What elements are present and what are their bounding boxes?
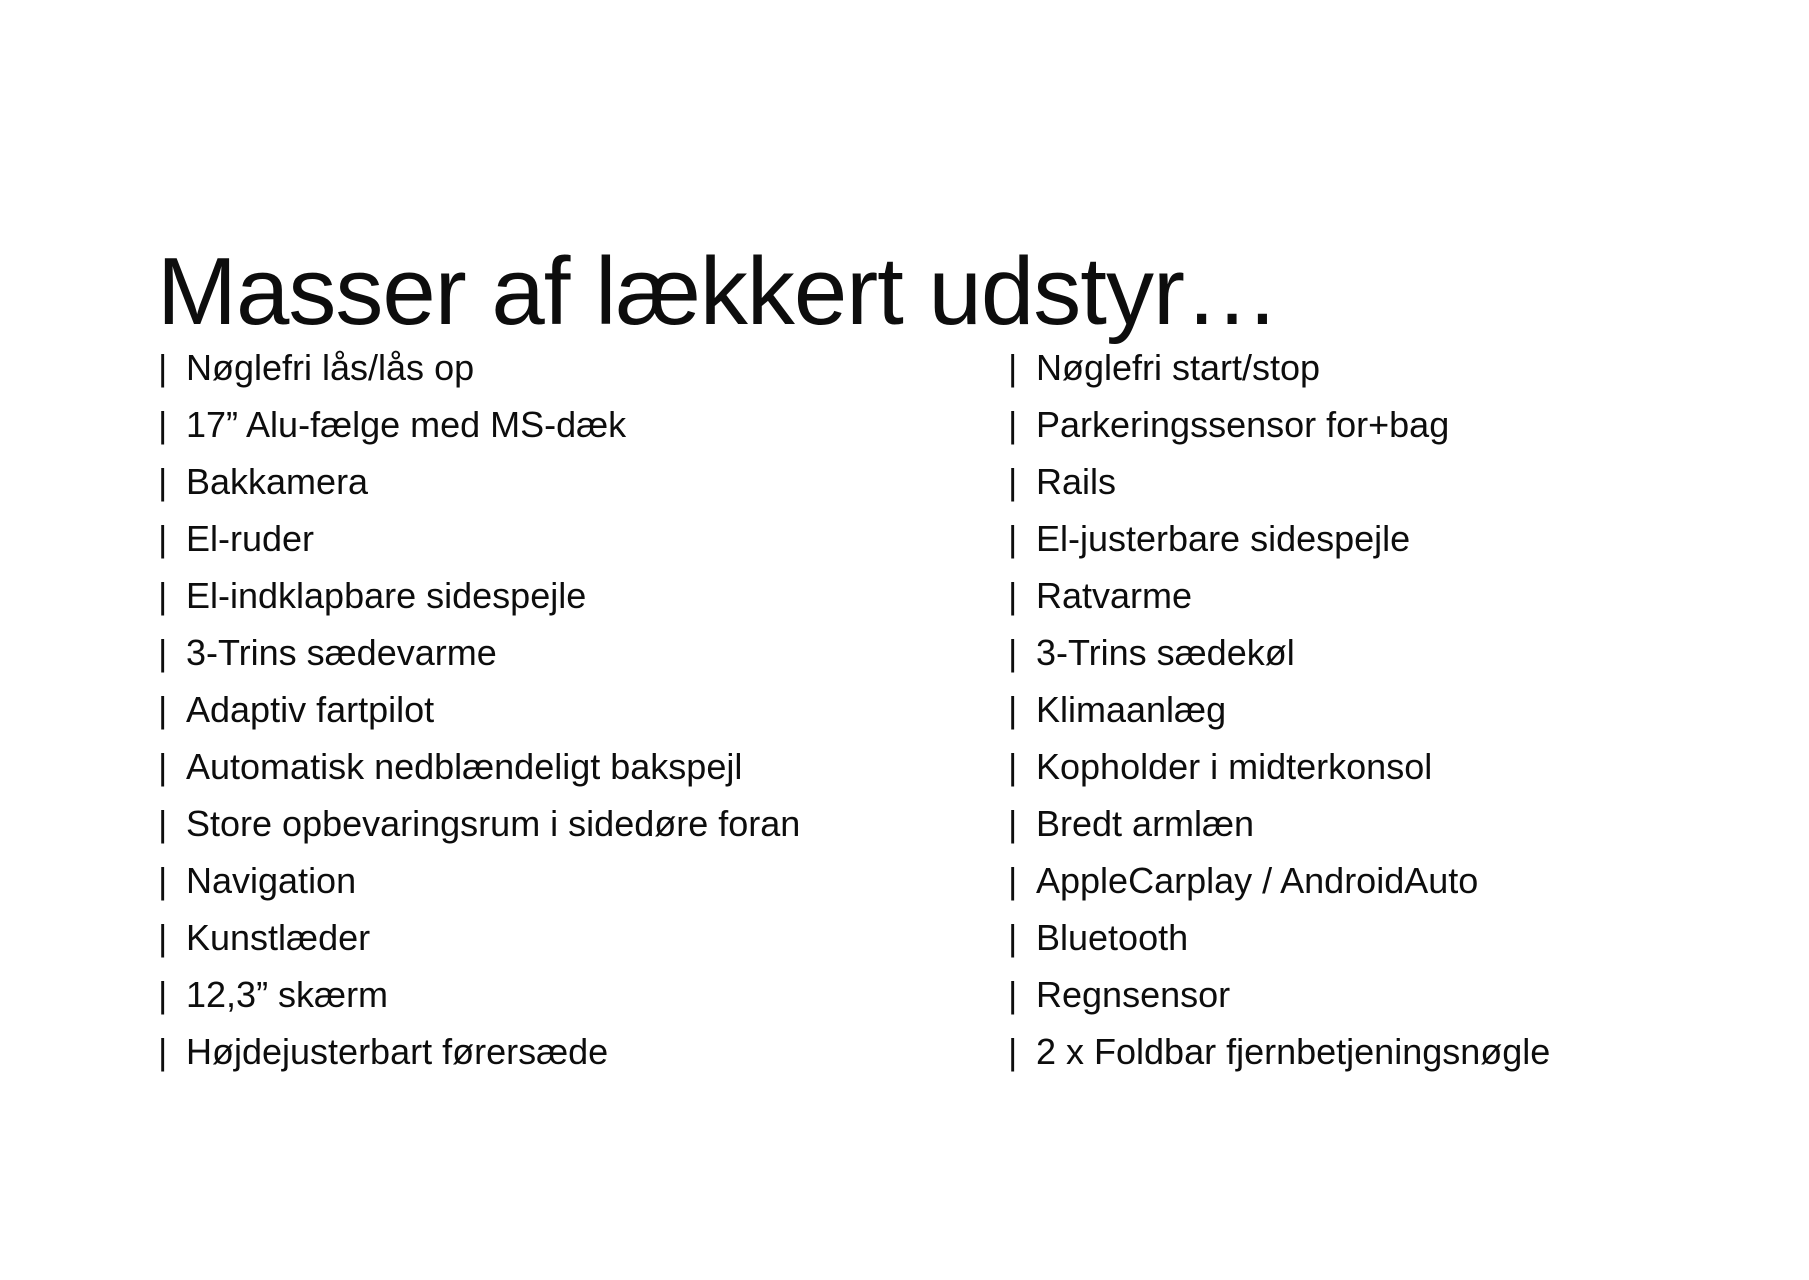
list-item-label: Kunstlæder <box>186 917 371 958</box>
list-item <box>158 909 800 966</box>
list-item-label: AppleCarplay / AndroidAuto <box>1036 860 1479 901</box>
equipment-list-right <box>1008 339 1550 1080</box>
bullet-marker: | <box>158 404 168 445</box>
list-item-label: El-indklapbare sidespejle <box>186 575 587 616</box>
list-item-label: Store opbevaringsrum i sidedøre foran <box>186 803 801 844</box>
bullet-marker: | <box>158 860 168 901</box>
list-item <box>1008 966 1550 1023</box>
bullet-marker: | <box>158 632 168 673</box>
list-item <box>158 852 800 909</box>
list-item-label: 17” Alu-fælge med MS-dæk <box>186 404 627 445</box>
list-item <box>158 1023 800 1080</box>
bullet-marker: | <box>1008 518 1018 559</box>
list-item-label: Kopholder i midterkonsol <box>1036 746 1433 787</box>
list-item-label: Nøglefri lås/lås op <box>186 347 475 388</box>
list-item-label: Parkeringssensor for+bag <box>1036 404 1450 445</box>
list-item-label: 2 x Foldbar fjernbetjeningsnøgle <box>1036 1031 1551 1072</box>
list-item <box>158 396 800 453</box>
list-item-label: Adaptiv fartpilot <box>186 689 435 730</box>
bullet-marker: | <box>158 461 168 502</box>
list-item-label: Bakkamera <box>186 461 369 502</box>
list-item-label: 12,3” skærm <box>186 974 389 1015</box>
list-item-label: Regnsensor <box>1036 974 1231 1015</box>
bullet-marker: | <box>1008 575 1018 616</box>
bullet-marker: | <box>158 917 168 958</box>
bullet-marker: | <box>1008 347 1018 388</box>
list-item <box>158 966 800 1023</box>
list-item-label: 3-Trins sædevarme <box>186 632 497 673</box>
list-item-label: Højdejusterbart førersæde <box>186 1031 609 1072</box>
bullet-marker: | <box>1008 689 1018 730</box>
list-item <box>1008 795 1550 852</box>
list-item <box>1008 1023 1550 1080</box>
list-item <box>158 624 800 681</box>
list-item <box>1008 396 1550 453</box>
bullet-marker: | <box>158 803 168 844</box>
bullet-marker: | <box>1008 1031 1018 1072</box>
equipment-list-left <box>158 339 800 1080</box>
bullet-marker: | <box>158 518 168 559</box>
list-item-label: Ratvarme <box>1036 575 1193 616</box>
list-item <box>158 681 800 738</box>
list-item <box>1008 453 1550 510</box>
list-item <box>1008 738 1550 795</box>
list-item-label: Klimaanlæg <box>1036 689 1227 730</box>
list-item <box>1008 624 1550 681</box>
bullet-marker: | <box>158 347 168 388</box>
list-item-label: 3-Trins sædekøl <box>1036 632 1295 673</box>
list-item-label: Navigation <box>186 860 357 901</box>
bullet-marker: | <box>1008 746 1018 787</box>
bullet-marker: | <box>1008 860 1018 901</box>
list-item-label: Nøglefri start/stop <box>1036 347 1321 388</box>
list-item <box>1008 852 1550 909</box>
list-item-label: Automatisk nedblændeligt bakspejl <box>186 746 743 787</box>
bullet-marker: | <box>158 689 168 730</box>
list-item <box>1008 681 1550 738</box>
bullet-marker: | <box>158 575 168 616</box>
list-item-label: Rails <box>1036 461 1117 502</box>
list-item-label: El-justerbare sidespejle <box>1036 518 1411 559</box>
list-item-label: El-ruder <box>186 518 315 559</box>
bullet-marker: | <box>1008 632 1018 673</box>
slide-title: Masser af lækkert udstyr… <box>157 238 1279 346</box>
list-item <box>158 738 800 795</box>
list-item-label: Bluetooth <box>1036 917 1189 958</box>
list-item <box>158 339 800 396</box>
list-item <box>158 453 800 510</box>
bullet-marker: | <box>1008 917 1018 958</box>
list-item <box>1008 339 1550 396</box>
bullet-marker: | <box>1008 461 1018 502</box>
list-item <box>1008 567 1550 624</box>
bullet-marker: | <box>158 1031 168 1072</box>
bullet-marker: | <box>158 974 168 1015</box>
list-item <box>158 510 800 567</box>
bullet-marker: | <box>1008 803 1018 844</box>
bullet-marker: | <box>1008 974 1018 1015</box>
list-item <box>1008 909 1550 966</box>
bullet-marker: | <box>1008 404 1018 445</box>
list-item <box>158 795 800 852</box>
bullet-marker: | <box>158 746 168 787</box>
list-item <box>158 567 800 624</box>
list-item <box>1008 510 1550 567</box>
list-item-label: Bredt armlæn <box>1036 803 1255 844</box>
